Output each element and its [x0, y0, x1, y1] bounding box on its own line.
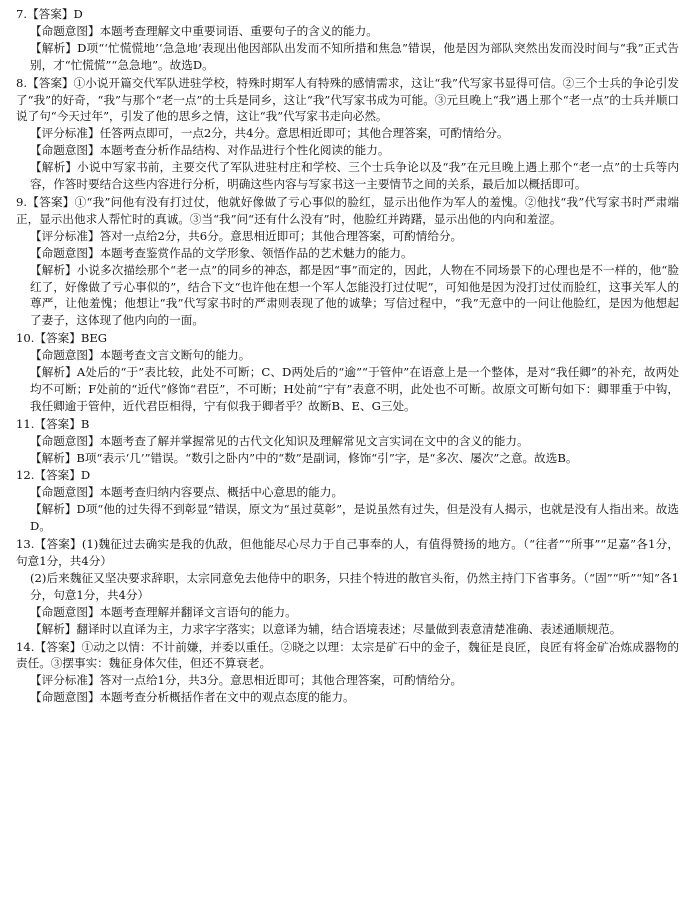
question-7: [16, 6, 679, 74]
question-number: 11.: [16, 416, 35, 431]
answer-line: [16, 194, 679, 228]
intent-line: 【命题意图】本题考查理解文中重要词语、重要句子的含义的能力。: [30, 23, 378, 38]
answer-line: [16, 416, 679, 433]
answer-text: 【答案】BEG: [34, 331, 108, 346]
intent-line: 【命题意图】本题考查分析概括作者在文中的观点态度的能力。: [30, 690, 355, 705]
answer-text: 【答案】B: [34, 416, 90, 431]
question-number: 8.: [16, 75, 28, 90]
question-9: [16, 194, 679, 329]
question-10: [16, 330, 679, 415]
question-number: 12.: [16, 468, 35, 483]
question-8: [16, 75, 679, 193]
analysis-line: 【解析】B项“表示‘几’”错误。“数引之卧内”中的“数”是副词，修饰“引”字，是“多次、屡次”之意。故选B。: [30, 450, 578, 465]
question-number: 9.: [16, 194, 28, 209]
question-11: [16, 416, 679, 467]
answer-line: [16, 330, 679, 347]
question-number: 14.: [16, 639, 35, 654]
intent-line: 【命题意图】本题考查分析作品结构、对作品进行个性化阅读的能力。: [30, 143, 390, 158]
intent-line: 【命题意图】本题考查归纳内容要点、概括中心意思的能力。: [30, 485, 344, 500]
answer-line: [16, 536, 679, 570]
answer-text: 【答案】D: [27, 7, 83, 21]
answer-line: [16, 75, 679, 126]
answer-text: 【答案】①“我”问他有没有打过仗，他就好像做了亏心事似的脸红，显示出他作为军人的羞愧。②他找“我”代写家书时严肃端正，显示出他求人帮忙时的真诚。③当“我”问“还有什么没有”时，他脸红并踌躇，显示出他的内向和羞涩。: [16, 194, 679, 226]
intent-line: 【命题意图】本题考查文言文断句的能力。: [30, 348, 251, 363]
analysis-line: 【解析】D项“他的过失得不到彰显”错误，原文为“虽过莫彰”，是说虽然有过失，但是没有人揭示，也就是没有人指出来。故选D。: [30, 502, 679, 534]
question-number: 13.: [16, 537, 35, 552]
question-number: 10.: [16, 331, 35, 346]
answer-text: 【答案】①小说开篇交代军队进驻学校，特殊时期军人有特殊的感情需求，这让“我”代写家书显得可信。②三个士兵的争论引发了“我”的好奇，“我”与那个“老一点”的士兵是同乡，这让“我”代写家书成为可能。③元旦晚上“我”遇上那个“老一点”的士兵并顺口说了句“今天过年”，引发了他的思乡之情，这让“我”代写家书走向必然。: [16, 75, 679, 124]
question-12: [16, 467, 679, 535]
answer-text: 【答案】(1)魏征过去确实是我的仇敌，但他能尽心尽力于自己事奉的人，有值得赞扬的地方。（“往者”“所事”“足嘉”各1分，句意1分，共4分）: [16, 537, 679, 568]
analysis-line: 【解析】小说中写家书前，主要交代了军队进驻村庄和学校、三个士兵争论以及“我”在元旦晚上遇上那个“老一点”的士兵等内容，作答时要结合这些内容进行分析，明确这些内容与写家书这一主要情节之间的关系，最后加以概括即可。: [30, 160, 679, 192]
scoring-line: 【评分标准】任答两点即可，一点2分，共4分。意思相近即可；其他合理答案，可酌情给分。: [30, 126, 509, 141]
answer-line: [16, 467, 679, 484]
answer-text: 【答案】D: [34, 468, 91, 483]
intent-line: 【命题意图】本题考查理解并翻译文言语句的能力。: [30, 604, 297, 619]
question-14: [16, 639, 679, 707]
answer-line: [16, 639, 679, 673]
intent-line: 【命题意图】本题考查了解并掌握常见的古代文化知识及理解常见文言实词在文中的含义的能力。: [30, 433, 529, 448]
scoring-line: 【评分标准】答对一点给1分，共3分。意思相近即可；其他合理答案，可酌情给分。: [30, 673, 463, 688]
analysis-line: 【解析】A处后的“于”表比较，此处不可断；C、D两处后的“逾”“于管仲”在语意上是一个整体，是对“我任卿”的补充，故两处均不可断；F处前的“近代”修饰“君臣”，不可断；H处前“宁有”表意不明，此处也不可断。故原文可断句如下：卿罪重于中钩，我任卿逾于管仲，近代君臣相得，宁有似我于卿者乎？故断B、E、G三处。: [30, 365, 679, 413]
analysis-line: 【解析】翻译时以直译为主，力求字字落实；以意译为辅，结合语境表述；尽量做到表意清楚准确、表述通顺规范。: [30, 621, 622, 636]
question-13: [16, 536, 679, 637]
question-number: 7.: [16, 7, 28, 21]
answer-part-2: (2)后来魏征又坚决要求辞职，太宗同意免去他侍中的职务，只挂个特进的散官头衔，仍然主持门下省事务。（“固”“听”“知”各1分，句意1分，共4分）: [30, 570, 679, 602]
scoring-line: 【评分标准】答对一点给2分，共6分。意思相近即可；其他合理答案，可酌情给分。: [30, 228, 463, 243]
answer-text: 【答案】①动之以情：不计前嫌，并委以重任。②晓之以理：太宗是矿石中的金子，魏征是良匠，良匠有将金矿冶炼成器物的责任。③摆事实：魏征身体欠佳，但还不算衰老。: [16, 639, 679, 671]
analysis-line: 【解析】D项“‘忙慌慌地’‘急急地’表现出他因部队出发而不知所措和焦急”错误，他是因为部队突然出发而没时间与“我”正式告别，才“忙慌慌”“急急地”。故选D。: [30, 40, 679, 72]
analysis-line: 【解析】小说多次描绘那个“老一点”的同乡的神态，都是因“事”而定的，因此，人物在不同场景下的心理也是不一样的，他“脸红了，好像做了亏心事似的”，结合下文“也许他在想一个军人怎能没打过仗呢”，可知他是因为没打过仗而脸红，这事关军人的尊严，让他羞愧；他想让“我”代写家书时的严肃则表现了他的诚挚；写信过程中，“我”无意中的一问让他脸红，是因为他想起了妻子，这体现了他内向的一面。: [30, 262, 679, 328]
intent-line: 【命题意图】本题考查鉴赏作品的文学形象、领悟作品的艺术魅力的能力。: [30, 245, 413, 260]
answer-line: [16, 6, 679, 23]
